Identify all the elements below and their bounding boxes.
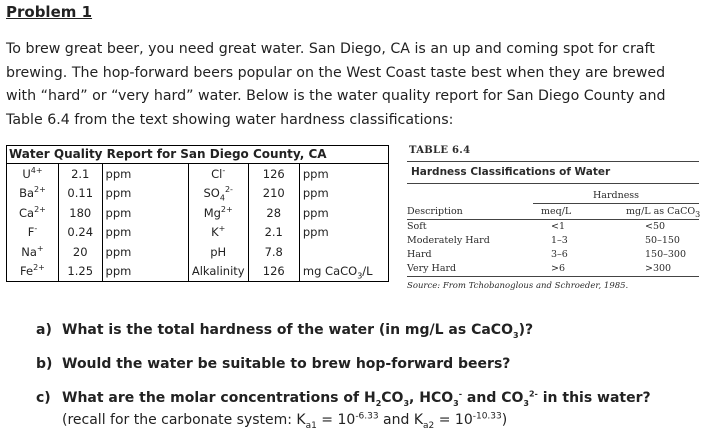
water-quality-grid [7,164,388,281]
hardness-header: Hardness [593,190,640,201]
table-rule-top [407,161,699,162]
col-description: Description [407,206,463,217]
table-rule-heading [407,183,699,184]
ion-name: $Fe^{2+}$ [7,262,58,282]
hardness-description: Hard [407,249,432,260]
ion-value: 0.11 [58,184,102,204]
ion-unit: ppm [102,184,188,204]
hardness-classification-table [405,143,701,293]
water-quality-row [7,164,388,184]
ion-name: pH [188,242,248,262]
question-b-text: Would the water be suitable to brew hop-forward beers? [62,356,511,372]
ion-unit [299,242,388,262]
question-b [36,356,510,372]
problem-title: Problem 1 [6,3,93,21]
hardness-description: Moderately Hard [407,235,490,246]
ion-unit: ppm [302,186,329,201]
water-quality-row [7,203,388,223]
table-heading: Hardness Classifications of Water [411,166,611,178]
ion-unit: ppm [302,166,329,181]
hardness-description: Very Hard [407,263,457,274]
ion-unit: ppm [102,223,188,243]
question-c-text: What are the molar concentrations of $H_2CO_3$, $HCO_3^-$ and $CO_3^{2-}$ in this water? [62,389,651,408]
question-a-text: What is the total hardness of the water (in mg/L as CaCO$_3$)? [62,322,534,340]
ion-name: K+ [188,223,248,243]
water-quality-row [7,262,388,282]
col-meq: meq/L [541,206,572,217]
hardness-meq: >6 [551,263,566,274]
ion-value: 210 [248,184,299,204]
hardness-meq: 1–3 [551,235,568,246]
ion-name: Na+ [7,242,58,262]
ion-unit: mg CaCO$_3$/L [302,264,373,281]
ion-name: Alkalinity [188,262,248,282]
ion-value: 126 [248,164,299,184]
hardness-mgl: 50–150 [645,235,680,246]
ion-value: 7.8 [248,242,299,262]
hardness-meq: 3–6 [551,249,568,260]
hardness-description: Soft [407,221,427,232]
intro-paragraph: To brew great beer, you need great water. San Diego, CA is an up and coming spot for craft brewing. The hop-forward beers popular on the West Coast taste best when they are brewed with “hard” or “very hard” water. Below is the water quality report for San Diego County and Table 6.4 from the text showing water hardness classifications: [6,41,666,128]
ion-value: 2.1 [248,223,299,243]
col-mgl: mg/L as CaCO$_3$ [626,206,701,219]
ion-value: 0.24 [58,223,102,243]
hardness-mgl: <50 [645,221,666,232]
table-rule-bottom [407,276,699,277]
water-quality-row [7,184,388,204]
table-rule-cols [407,219,699,220]
question-b-letter: b) [36,356,53,372]
ion-value: 1.25 [58,262,102,282]
ion-name: $U^{4+}$ [7,164,58,184]
ion-unit: ppm [302,225,329,240]
water-quality-table [6,145,389,282]
question-a-letter: a) [36,322,52,338]
ion-unit: ppm [302,205,329,220]
ion-value: 20 [58,242,102,262]
hardness-rule [533,203,699,204]
water-quality-row [7,242,388,262]
ion-name: Cl- [188,164,248,184]
ion-name: F- [7,223,58,243]
hardness-mgl: 150–300 [645,249,687,260]
ion-unit: ppm [102,262,188,282]
water-quality-title: Water Quality Report for San Diego County, CA [7,146,388,164]
table-source: Source: From Tchobanoglous and Schroeder, 1985. [407,281,629,291]
question-a [36,322,533,338]
ion-name: $Ba^{2+}$ [7,184,58,204]
ion-name: $Ca^{2+}$ [7,203,58,223]
ion-value: 2.1 [58,164,102,184]
table-label: TABLE 6.4 [409,145,471,156]
hardness-mgl: >300 [645,263,672,274]
water-quality-row [7,223,388,243]
hardness-meq: <1 [551,221,566,232]
ion-unit: ppm [102,242,188,262]
ion-name: $SO_4^{2-}$ [188,184,248,204]
question-c [36,390,651,406]
ion-name: $Mg^{2+}$ [188,203,248,223]
question-c-letter: c) [36,390,51,406]
ion-value: 126 [248,262,299,282]
ion-value: 180 [58,203,102,223]
carbonate-recall-note: (recall for the carbonate system: $K_{a1} = 10^{-6.33}$ and $K_{a2} = 10^{-10.33}$) [62,411,508,431]
ion-unit: ppm [102,203,188,223]
ion-unit: ppm [102,164,188,184]
ion-value: 28 [248,203,299,223]
